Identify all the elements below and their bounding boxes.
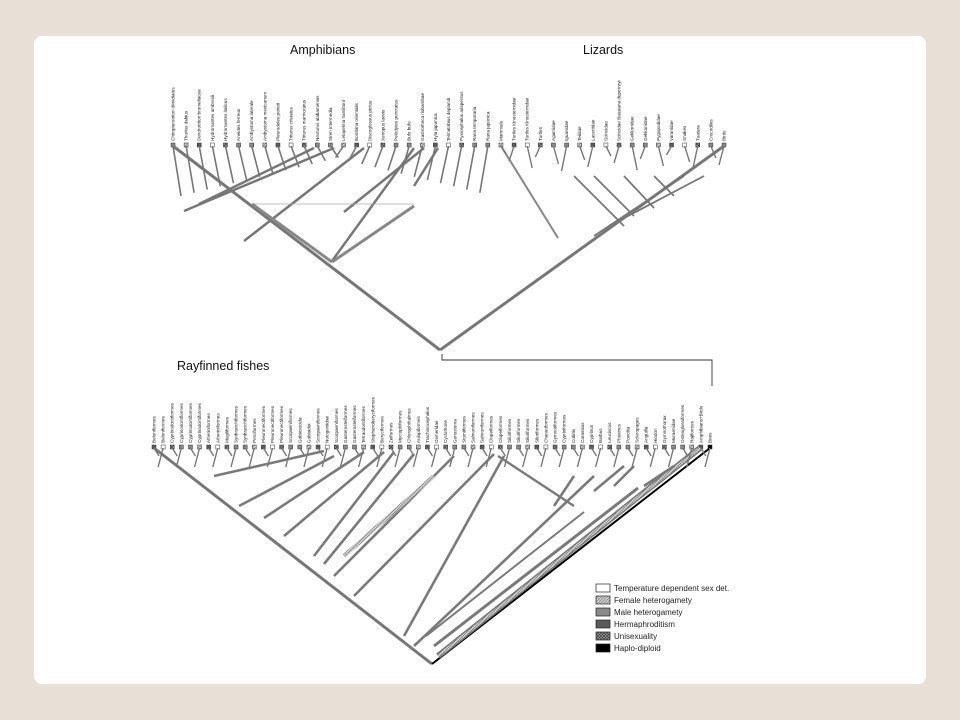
taxon-label: Mammals: [498, 121, 504, 141]
taxon-label: Zeiformes: [388, 422, 394, 443]
taxon-label: Poecilia: [625, 426, 631, 443]
branch: [225, 146, 233, 183]
branch: [640, 146, 645, 159]
taxon-label: Gekkonidae: [642, 116, 648, 141]
legend-label: Haplo-diploid: [614, 644, 661, 653]
taxon-label: Aneides ferreus: [236, 108, 242, 141]
taxon-label: Turtles: [537, 127, 543, 141]
branch: [535, 146, 540, 157]
taxon-label: Anguilla: [643, 426, 649, 443]
taxon-label: Hiodon: [652, 428, 658, 443]
branch: [574, 176, 624, 226]
taxon-label: Clupeiformes: [497, 415, 503, 443]
taxon-label: Chlorophthalmus: [406, 408, 412, 443]
taxon-label: Carassius: [579, 422, 585, 443]
taxon-label: Synbranchiformes: [242, 405, 248, 443]
taxon-label: Scincidae: [603, 121, 609, 141]
branch: [172, 448, 177, 456]
taxon-label: Scleropages: [634, 417, 640, 443]
fishes-title: Rayfinned fishes: [177, 359, 270, 373]
taxon-label: Stomiiformes: [461, 416, 467, 443]
legend-swatch: [596, 632, 610, 640]
taxon-label: Osmeridae: [434, 420, 440, 443]
taxon-label: Barbus: [598, 428, 604, 443]
branch: [441, 146, 449, 183]
branch: [480, 146, 488, 193]
branch: [467, 146, 475, 190]
branch: [190, 448, 195, 456]
taxon-label: Mugiliformes: [224, 416, 230, 443]
legend-swatch: [596, 596, 610, 604]
branch: [359, 448, 364, 467]
taxon-label: Dendrotriton bromeliacea: [196, 89, 202, 141]
branch: [519, 448, 524, 456]
branch: [282, 448, 287, 456]
branch: [173, 146, 181, 196]
taxon-label: Beryciformes: [379, 416, 385, 443]
branch: [527, 146, 532, 168]
branch: [231, 448, 236, 467]
taxon-label: Xenopus laevis: [380, 109, 386, 141]
branch: [588, 146, 593, 167]
branch: [594, 176, 684, 236]
taxon-label: Scorpaeniformes: [315, 408, 321, 443]
taxon-label: Synbranchiformes: [233, 405, 239, 443]
branch: [336, 448, 341, 456]
branch: [413, 448, 418, 467]
taxon-label: Pleuronectiformes: [269, 405, 275, 443]
taxon-label: Amphibians+Birds: [698, 405, 704, 443]
branch: [263, 448, 268, 456]
taxon-label: Crocodiles: [708, 119, 714, 141]
taxon-label: Tuatara: [695, 125, 701, 141]
taxon-label: Salmoniformes: [479, 412, 485, 443]
taxon-label: Thorius dabius: [183, 110, 189, 141]
taxon-label: Iguanidae: [564, 120, 570, 141]
taxon-label: Hydromantes ambrosii: [209, 95, 215, 141]
taxon-label: Pleuronectiformes: [260, 405, 266, 443]
branch: [278, 146, 286, 170]
taxon-label: Cyprinodontiformes: [178, 403, 184, 443]
branch: [304, 448, 309, 467]
taxon-label: Gonostoma: [452, 419, 458, 443]
taxon-label: Lacertidae: [590, 119, 596, 141]
taxon-label: Cypriniformes: [561, 414, 567, 443]
taxon-label: Siluriformes: [516, 418, 522, 443]
taxon-label: Scincidae Bassiana duperreyi: [616, 80, 622, 141]
taxon-label: Muraenidae: [671, 418, 677, 443]
branch: [537, 448, 542, 456]
branch: [609, 176, 704, 226]
taxon-label: Rajiformes: [689, 421, 695, 443]
branch: [509, 146, 514, 161]
taxon-label: Salmoniformes: [470, 412, 476, 443]
taxon-label: Siluriformes: [525, 418, 531, 443]
branch: [375, 146, 383, 167]
taxon-label: Pyxicephalus adspersus: [459, 91, 465, 141]
taxon-label: Clupeiformes: [488, 415, 494, 443]
branch: [498, 456, 574, 506]
branch: [610, 448, 615, 456]
taxon-label: Gymnotiformes: [552, 411, 558, 443]
branch: [632, 146, 637, 170]
taxon-label: Bees: [707, 432, 713, 443]
taxon-label: Telmatobius deplandi: [446, 97, 451, 141]
branch: [592, 448, 597, 456]
branch: [577, 448, 582, 467]
amphibians-title: Amphibians: [290, 43, 356, 57]
taxon-label: Cyprinus: [589, 424, 595, 443]
taxon-label: Pelodytes punctatus: [393, 99, 399, 141]
branch: [667, 146, 672, 155]
branch: [646, 448, 651, 456]
branch: [614, 448, 619, 467]
taxon-label: Beloniformes: [160, 416, 166, 443]
legend-label: Hermaphroditism: [614, 620, 675, 629]
legend-swatch: [596, 644, 610, 652]
taxon-label: Pygopodidae: [655, 114, 661, 141]
branch: [176, 448, 181, 467]
taxon-label: Atheriniformes: [215, 413, 221, 443]
legend-label: Temperature dependent sex det.: [614, 584, 730, 593]
branch: [555, 448, 560, 456]
legend-swatch: [596, 608, 610, 616]
branch: [559, 448, 564, 467]
taxon-label: Agamidae: [550, 120, 556, 141]
taxon-label: Gymnothorax: [661, 415, 667, 443]
branch: [614, 466, 634, 486]
branch: [632, 448, 637, 467]
taxon-label: Gobioidei: [306, 423, 312, 443]
taxon-label: Bufo bufo: [406, 121, 412, 141]
taxon-label: Atheriniformes: [206, 413, 212, 443]
connector: [442, 354, 712, 386]
taxon-label: Chiropterotriton dimidiatus: [170, 87, 176, 141]
taxon-label: Rana temporaria: [472, 106, 478, 141]
branch: [596, 448, 601, 467]
taxon-label: Turtles Kinosternidae: [511, 97, 517, 141]
taxon-label: Notogeniidae: [324, 415, 330, 443]
branch: [541, 448, 546, 467]
branch: [249, 448, 254, 467]
branch: [252, 204, 332, 262]
branch: [344, 476, 434, 556]
taxon-label: Cobitis: [570, 428, 576, 443]
branch: [314, 452, 394, 556]
legend: [559, 577, 819, 684]
branch: [664, 448, 669, 456]
taxon-label: Gasterosteiformes: [352, 405, 358, 443]
taxon-label: Characiformes: [543, 413, 549, 443]
taxon-label: Cyprinodontiformes: [187, 403, 193, 443]
branch: [500, 448, 505, 456]
branch: [173, 146, 440, 350]
slide-card: [34, 36, 926, 684]
branch: [334, 456, 454, 576]
taxon-label: Myctophiformes: [397, 410, 403, 443]
branch: [650, 448, 655, 467]
taxon-label: Gasterosteiformes: [342, 405, 348, 443]
taxon-label: Bombina orientalis: [354, 103, 360, 141]
taxon-label: Perciformes: [251, 418, 257, 443]
taxon-label: Pleurodeles poireti: [275, 102, 281, 141]
taxon-label: Siluriformes: [534, 418, 540, 443]
branch: [252, 146, 260, 177]
branch: [468, 448, 473, 467]
taxon-label: Discoglossus pictus: [367, 100, 373, 141]
legend-label: Male heterogamety: [614, 608, 683, 617]
taxon-label: Ambystoma laterale: [249, 100, 255, 141]
branch: [554, 476, 574, 506]
taxon-label: Birds: [721, 130, 727, 141]
legend-label: Unisexuality: [614, 632, 658, 641]
fish-taxon-labels: [152, 396, 713, 443]
taxon-label: Leuciscus: [607, 422, 613, 443]
legend-box: [559, 577, 819, 684]
taxon-label: Scorpaeniformes: [288, 408, 294, 443]
taxon-label: Triturus cristatus: [288, 107, 294, 141]
branch: [614, 146, 619, 163]
taxon-label: Hydromantes italicus: [222, 98, 228, 141]
taxon-label: Necturus alabamensis: [314, 95, 320, 141]
branch: [245, 448, 250, 456]
taxon-label: Triturus marmoratus: [301, 99, 307, 141]
taxon-label: Tetraodontiformes: [361, 406, 367, 443]
taxon-label: Leiopelma hamiltoni: [341, 100, 347, 141]
tetrapod-tree: [171, 143, 726, 386]
branch: [628, 448, 633, 456]
taxon-label: Cyprinodontiformes: [169, 403, 175, 443]
taxon-label: Stephanoberyciformes: [370, 397, 376, 443]
branch: [580, 146, 585, 160]
branch: [344, 148, 424, 212]
taxon-label: Scorpaeniformes: [333, 408, 339, 443]
branch: [373, 448, 378, 456]
branch: [427, 448, 432, 456]
branch: [523, 448, 528, 467]
taxon-label: Rana japonica: [485, 111, 491, 141]
branch: [562, 146, 567, 171]
branch: [553, 146, 558, 164]
branch: [685, 146, 690, 162]
branch: [239, 146, 247, 180]
branch: [594, 466, 624, 491]
taxon-label: Snakes: [682, 125, 688, 141]
branch: [594, 176, 634, 216]
branch: [209, 448, 214, 456]
branch: [213, 448, 218, 467]
taxon-label: Teiidae: [577, 126, 583, 141]
taxon-label: Siren intermedia: [327, 107, 333, 141]
branch: [464, 448, 469, 456]
taxon-label: Osteoglossiformes: [680, 404, 686, 443]
taxon-label: Hyla japonica: [432, 113, 438, 141]
branch: [154, 448, 432, 664]
branch: [199, 148, 314, 204]
phylogeny-figure: [34, 36, 926, 684]
branch: [624, 176, 654, 208]
tetrapod-taxon-labels: [171, 80, 727, 141]
branch: [573, 448, 578, 456]
branch: [606, 146, 611, 156]
taxon-label: Phoxinus: [616, 424, 622, 443]
branch: [482, 448, 487, 456]
taxon-label: Gobiesocida: [297, 417, 303, 443]
taxon-label: Siluriformes: [506, 418, 512, 443]
taxon-label: Varanidae: [669, 120, 675, 141]
taxon-label: Pleuronectiformes: [279, 405, 285, 443]
taxon-label: Gastrotheca riobambae: [419, 92, 425, 141]
taxon-label: Turtles Kinosternidae: [524, 97, 530, 141]
branch: [336, 146, 344, 158]
taxon-label: Gekkonidae: [629, 116, 635, 141]
branch: [454, 146, 462, 186]
branch: [669, 448, 674, 467]
branch: [658, 146, 663, 166]
taxon-label: Cyprinodontiformes: [197, 403, 203, 443]
branch: [332, 206, 414, 262]
branch: [195, 448, 200, 467]
branch: [432, 448, 437, 467]
lizards-title: Lizards: [583, 43, 624, 57]
legend-label: Female heterogamety: [614, 596, 692, 605]
taxon-label: Trachinocephalus: [424, 406, 430, 443]
taxon-label: Aulopiformes: [415, 416, 421, 443]
branch: [395, 448, 400, 467]
legend-swatch: [596, 620, 610, 628]
branch: [501, 146, 506, 154]
taxon-label: Ambystoma mexicanum: [262, 91, 268, 141]
branch: [446, 448, 451, 456]
legend-swatch: [596, 584, 610, 592]
branch: [683, 448, 688, 456]
taxon-label: Cyclothone: [443, 420, 449, 443]
branch: [227, 448, 232, 456]
branch: [388, 146, 396, 170]
branch: [186, 146, 194, 193]
taxon-label: Beloniformes: [151, 416, 157, 443]
